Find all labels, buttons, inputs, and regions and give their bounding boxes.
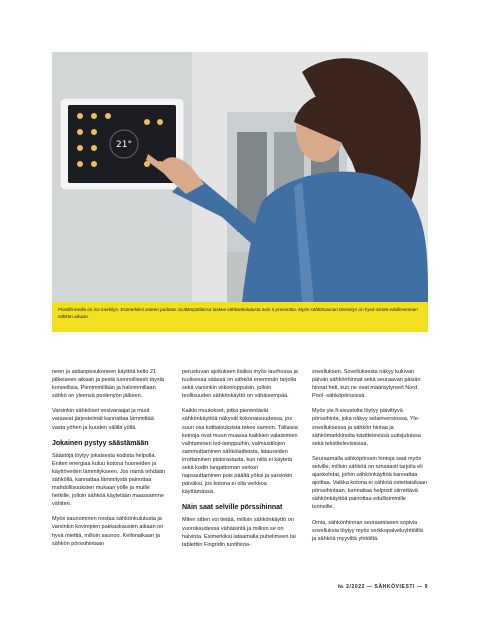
paragraph: Miten sitten voi tietää, milloin sähkönkäyttö on vuorokaudessa vähäisintä ja milloin se on halvinta. Esimerkiksi lataamalla puhelimeen tai tablettiin Fingridin tuntihinta- (182, 517, 296, 548)
article-column-2 (182, 368, 298, 573)
paragraph: Kaikki muutokset, jotka pienentävät sähkönkäyttöä näkyvät kokonaisuudessa, jos suuri osa kotitalouksista tekee samoin. Tällaisia keinoja ovat muun muassa kaikkien valaisimien vaihtaminen led-lamppuihin, valmiustilojen sammuttaminen sähkölaitteista, lataureiden irrottaminen pistorasiasta, kun niitä ei käytetä sekä kodin langattoman verkon napsauttaminen pois päältä yöksi ja varsinkin päiväksi, jos kotona ei olla verkkoa käyttämässä. (182, 408, 298, 496)
article-column-1 (52, 368, 168, 573)
paragraph: Myös saunominen nostaa sähkönkulutusta ja varsinkin kovimpien pakkaskausien aikaan on hyvä miettiä, milloin saunoo. Kellonaikaan ja sähkön pörssihintaan (52, 516, 164, 547)
paragraph: neen ja astianpesukoneen käyttöä kello 21 jälkeiseen aikaan ja pestä luonnollisesti täysiä koneellisia. Pienimmillään ja halvimmillaan sähkö on yleensä puolenyön jälkeen. (52, 369, 164, 400)
hero-photo (52, 52, 428, 302)
photo-caption: Pienillä teoilla on iso merkitys. Esimerkiksi asteen pudotus sisälämpötilassa laskee sähkönkulutusta noin 5 prosenttia. Myös sähkösaunan lämmitys on hyvä siirtää edullisemman sähkön aikaan. (58, 307, 418, 319)
paragraph: sovelluksen. Sovelluksesta näkyy kuluvan päivän sähkönhinnat sekä seuraavan päivän hinnat heti, kun ne ovat määräytyneet Nord Pool -sähköpörssissä. (312, 369, 421, 400)
paragraph: perustuvan ajoituksen lisäksi myös laurhossa ja tuulisessa säässä on sähköä enemmän tarjolla sekä varsinkin viikonloppuisin, jolloin teollisuuden sähkönkäyttö on vähäisempää. (182, 369, 298, 400)
page-footer: № 2/2022 — SÄHKÖVIESTI — 9 (337, 584, 428, 590)
paragraph: Omia, sähkönhinnan seuraamiseen sopivia sovelluksia löytyy myös verkkopalveluyhtiöiltä ja sähköä myyviltä yhtiöiltä. (312, 519, 423, 542)
paragraph: Myös yle.fi-sivustolta löytyy päivittyvä pörssihinta, joka näkyy selainversiossa, Yle-sovelluksessa ja sähkön hintaa ja sähkömarkkinoita käsittelevissä uutisjutuissa sekä tekstitelevisiossa. (312, 408, 421, 447)
smart-tablet (60, 98, 184, 190)
paragraph: Varsinkin sähköiset vesivaraajat ja muut varaavat järjestelmät kannattaa lämmittää vasta yöhen ja kuuden välillä yöllä. (52, 408, 154, 431)
article-column-3 (312, 368, 428, 573)
section-heading: Näin saat selville pörssihinnat (182, 504, 283, 512)
paragraph: Seuraamalla sähköpörssin hintoja saat myös selville, milloin sähköä on runsaasti tarjolla eli ajankohdat, joihin sähkönkäyttöä kannattaa ajoittaa. Vaikka kotona ei sähköä ostettaisikaan pörssihintaan, kannattaa helposti siirrettävä sähkönkäyttöä painottaa edullisimmille tunneille. (312, 455, 428, 511)
paragraph: Säästöjä löytyy jokaisesta kodista helpolla. Eniten energiaa kuluu kotona huoneiden ja käyttöveden lämmitykseen. Jos nämä tehdään sähköllä, kannattaa lämmitystä painottaa mahdollisuuksien mukaan yölle ja muille hetkille, jolloin sähköä käytetään maassamme vähiten. (52, 452, 166, 508)
article-body (52, 368, 428, 573)
section-heading: Jokainen pystyy säästämään (52, 439, 149, 447)
svg-text:21°: 21° (116, 140, 132, 150)
photo-caption-bar (52, 302, 428, 332)
